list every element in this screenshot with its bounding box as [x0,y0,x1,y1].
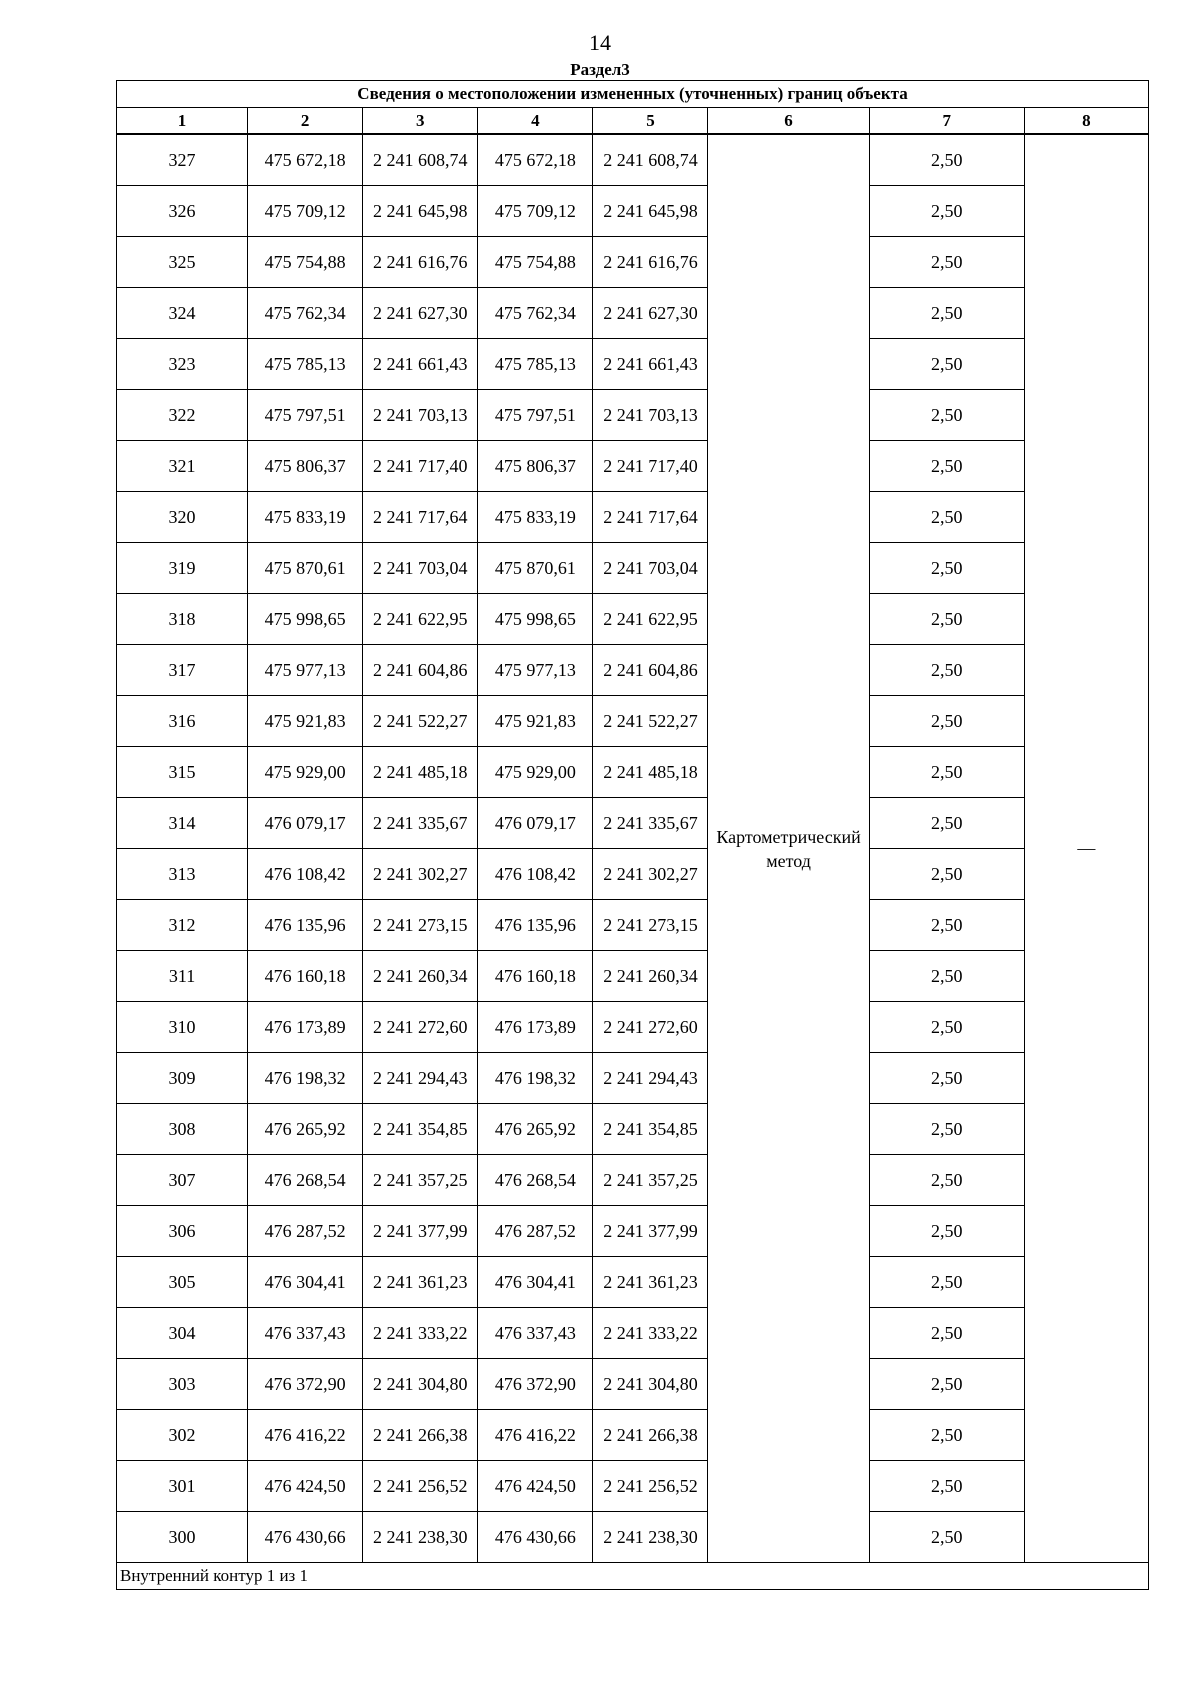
point-number-cell: 308 [117,1104,248,1155]
y-new-cell: 2 241 354,85 [593,1104,708,1155]
point-number-cell: 321 [117,441,248,492]
table-row [117,1410,1149,1461]
x-existing-cell: 475 709,12 [248,186,363,237]
x-existing-cell: 475 977,13 [248,645,363,696]
x-new-cell: 475 977,13 [478,645,593,696]
y-existing-cell: 2 241 302,27 [363,849,478,900]
accuracy-cell: 2,50 [869,645,1024,696]
y-new-cell: 2 241 335,67 [593,798,708,849]
x-new-cell: 476 304,41 [478,1257,593,1308]
table-body [117,81,1149,1590]
y-new-cell: 2 241 256,52 [593,1461,708,1512]
point-number-cell: 320 [117,492,248,543]
point-number-cell: 324 [117,288,248,339]
point-number-cell: 323 [117,339,248,390]
y-new-cell: 2 241 616,76 [593,237,708,288]
x-new-cell: 475 672,18 [478,134,593,186]
table-row [117,186,1149,237]
y-existing-cell: 2 241 335,67 [363,798,478,849]
column-header-5: 5 [593,108,708,135]
point-number-cell: 326 [117,186,248,237]
x-existing-cell: 476 416,22 [248,1410,363,1461]
y-existing-cell: 2 241 627,30 [363,288,478,339]
x-existing-cell: 476 198,32 [248,1053,363,1104]
x-new-cell: 475 785,13 [478,339,593,390]
accuracy-cell: 2,50 [869,1155,1024,1206]
table-row [117,543,1149,594]
x-existing-cell: 475 785,13 [248,339,363,390]
y-new-cell: 2 241 260,34 [593,951,708,1002]
table-row [117,747,1149,798]
accuracy-cell: 2,50 [869,1512,1024,1563]
y-new-cell: 2 241 622,95 [593,594,708,645]
y-new-cell: 2 241 608,74 [593,134,708,186]
y-new-cell: 2 241 661,43 [593,339,708,390]
point-number-cell: 319 [117,543,248,594]
x-new-cell: 475 921,83 [478,696,593,747]
column8-cell: — [1024,134,1148,1563]
point-number-cell: 311 [117,951,248,1002]
column-header-8: 8 [1024,108,1148,135]
table-row [117,594,1149,645]
x-existing-cell: 475 870,61 [248,543,363,594]
x-existing-cell: 476 108,42 [248,849,363,900]
point-number-cell: 325 [117,237,248,288]
x-new-cell: 476 160,18 [478,951,593,1002]
table-row [117,1104,1149,1155]
accuracy-cell: 2,50 [869,1002,1024,1053]
x-existing-cell: 475 806,37 [248,441,363,492]
y-new-cell: 2 241 627,30 [593,288,708,339]
table-row [117,798,1149,849]
point-number-cell: 306 [117,1206,248,1257]
accuracy-cell: 2,50 [869,186,1024,237]
x-new-cell: 476 430,66 [478,1512,593,1563]
x-new-cell: 476 108,42 [478,849,593,900]
x-existing-cell: 476 287,52 [248,1206,363,1257]
accuracy-cell: 2,50 [869,1257,1024,1308]
table-row [117,900,1149,951]
x-new-cell: 475 806,37 [478,441,593,492]
accuracy-cell: 2,50 [869,390,1024,441]
accuracy-cell: 2,50 [869,594,1024,645]
table-header-row [117,108,1149,135]
x-existing-cell: 475 754,88 [248,237,363,288]
x-new-cell: 476 337,43 [478,1308,593,1359]
table-row [117,645,1149,696]
y-existing-cell: 2 241 608,74 [363,134,478,186]
accuracy-cell: 2,50 [869,492,1024,543]
column-header-1: 1 [117,108,248,135]
x-existing-cell: 476 079,17 [248,798,363,849]
accuracy-cell: 2,50 [869,849,1024,900]
point-number-cell: 302 [117,1410,248,1461]
table-row [117,288,1149,339]
table-row [117,1359,1149,1410]
table-footer-row [117,1563,1149,1590]
y-existing-cell: 2 241 266,38 [363,1410,478,1461]
point-number-cell: 314 [117,798,248,849]
table-row [117,390,1149,441]
x-existing-cell: 476 173,89 [248,1002,363,1053]
y-existing-cell: 2 241 622,95 [363,594,478,645]
y-existing-cell: 2 241 361,23 [363,1257,478,1308]
y-existing-cell: 2 241 717,64 [363,492,478,543]
x-existing-cell: 476 304,41 [248,1257,363,1308]
y-new-cell: 2 241 717,64 [593,492,708,543]
y-existing-cell: 2 241 703,13 [363,390,478,441]
accuracy-cell: 2,50 [869,288,1024,339]
table-row [117,1155,1149,1206]
point-number-cell: 327 [117,134,248,186]
x-new-cell: 476 173,89 [478,1002,593,1053]
y-new-cell: 2 241 294,43 [593,1053,708,1104]
y-new-cell: 2 241 266,38 [593,1410,708,1461]
accuracy-cell: 2,50 [869,696,1024,747]
section-title: Раздел3 [570,60,630,79]
x-existing-cell: 475 929,00 [248,747,363,798]
accuracy-cell: 2,50 [869,1053,1024,1104]
x-existing-cell: 476 268,54 [248,1155,363,1206]
y-new-cell: 2 241 357,25 [593,1155,708,1206]
point-number-cell: 303 [117,1359,248,1410]
column-header-6: 6 [708,108,869,135]
table-row [117,1206,1149,1257]
x-existing-cell: 475 762,34 [248,288,363,339]
y-new-cell: 2 241 333,22 [593,1308,708,1359]
x-existing-cell: 476 372,90 [248,1359,363,1410]
column-header-3: 3 [363,108,478,135]
y-existing-cell: 2 241 238,30 [363,1512,478,1563]
x-new-cell: 476 372,90 [478,1359,593,1410]
point-number-cell: 305 [117,1257,248,1308]
y-existing-cell: 2 241 717,40 [363,441,478,492]
x-existing-cell: 475 797,51 [248,390,363,441]
accuracy-cell: 2,50 [869,1461,1024,1512]
x-new-cell: 475 754,88 [478,237,593,288]
y-new-cell: 2 241 485,18 [593,747,708,798]
x-new-cell: 475 833,19 [478,492,593,543]
contour-footer: Внутренний контур 1 из 1 [117,1563,1149,1590]
x-existing-cell: 476 160,18 [248,951,363,1002]
column-header-2: 2 [248,108,363,135]
y-existing-cell: 2 241 522,27 [363,696,478,747]
page-number: 14 [589,30,611,55]
table-title: Сведения о местоположении измененных (уточненных) границ объекта [117,81,1149,108]
table-title-row [117,81,1149,108]
table-row [117,1053,1149,1104]
table-row [117,1002,1149,1053]
table-row [117,1257,1149,1308]
y-existing-cell: 2 241 333,22 [363,1308,478,1359]
x-existing-cell: 476 430,66 [248,1512,363,1563]
y-new-cell: 2 241 645,98 [593,186,708,237]
point-number-cell: 304 [117,1308,248,1359]
y-new-cell: 2 241 361,23 [593,1257,708,1308]
x-new-cell: 475 709,12 [478,186,593,237]
point-number-cell: 307 [117,1155,248,1206]
x-existing-cell: 475 998,65 [248,594,363,645]
y-new-cell: 2 241 703,13 [593,390,708,441]
y-existing-cell: 2 241 485,18 [363,747,478,798]
x-new-cell: 475 870,61 [478,543,593,594]
accuracy-cell: 2,50 [869,1104,1024,1155]
x-new-cell: 476 079,17 [478,798,593,849]
table-row [117,849,1149,900]
y-new-cell: 2 241 272,60 [593,1002,708,1053]
x-existing-cell: 475 672,18 [248,134,363,186]
point-number-cell: 309 [117,1053,248,1104]
y-existing-cell: 2 241 616,76 [363,237,478,288]
x-new-cell: 475 929,00 [478,747,593,798]
table-row [117,237,1149,288]
y-existing-cell: 2 241 260,34 [363,951,478,1002]
y-new-cell: 2 241 377,99 [593,1206,708,1257]
y-existing-cell: 2 241 256,52 [363,1461,478,1512]
y-existing-cell: 2 241 354,85 [363,1104,478,1155]
table-row [117,951,1149,1002]
y-existing-cell: 2 241 604,86 [363,645,478,696]
y-existing-cell: 2 241 272,60 [363,1002,478,1053]
point-number-cell: 312 [117,900,248,951]
x-new-cell: 476 416,22 [478,1410,593,1461]
x-existing-cell: 475 921,83 [248,696,363,747]
x-existing-cell: 475 833,19 [248,492,363,543]
accuracy-cell: 2,50 [869,798,1024,849]
y-new-cell: 2 241 302,27 [593,849,708,900]
y-new-cell: 2 241 522,27 [593,696,708,747]
table-row [117,441,1149,492]
x-existing-cell: 476 424,50 [248,1461,363,1512]
x-new-cell: 475 998,65 [478,594,593,645]
point-number-cell: 322 [117,390,248,441]
y-existing-cell: 2 241 294,43 [363,1053,478,1104]
column-header-7: 7 [869,108,1024,135]
y-existing-cell: 2 241 357,25 [363,1155,478,1206]
y-new-cell: 2 241 717,40 [593,441,708,492]
table-row [117,1512,1149,1563]
x-existing-cell: 476 135,96 [248,900,363,951]
x-new-cell: 476 265,92 [478,1104,593,1155]
point-number-cell: 310 [117,1002,248,1053]
x-new-cell: 476 135,96 [478,900,593,951]
y-new-cell: 2 241 238,30 [593,1512,708,1563]
y-existing-cell: 2 241 661,43 [363,339,478,390]
table-row [117,339,1149,390]
accuracy-cell: 2,50 [869,543,1024,594]
table-row [117,1308,1149,1359]
table-row [117,1461,1149,1512]
accuracy-cell: 2,50 [869,441,1024,492]
y-new-cell: 2 241 304,80 [593,1359,708,1410]
y-new-cell: 2 241 703,04 [593,543,708,594]
x-existing-cell: 476 337,43 [248,1308,363,1359]
accuracy-cell: 2,50 [869,951,1024,1002]
accuracy-cell: 2,50 [869,1359,1024,1410]
table-row [117,134,1149,186]
column-header-4: 4 [478,108,593,135]
table-row [117,492,1149,543]
y-existing-cell: 2 241 377,99 [363,1206,478,1257]
accuracy-cell: 2,50 [869,747,1024,798]
y-existing-cell: 2 241 273,15 [363,900,478,951]
table-row [117,696,1149,747]
x-new-cell: 476 424,50 [478,1461,593,1512]
boundary-coordinates-table [116,80,1149,1590]
accuracy-cell: 2,50 [869,339,1024,390]
point-number-cell: 301 [117,1461,248,1512]
y-existing-cell: 2 241 703,04 [363,543,478,594]
accuracy-cell: 2,50 [869,1206,1024,1257]
point-number-cell: 313 [117,849,248,900]
accuracy-cell: 2,50 [869,1410,1024,1461]
point-number-cell: 315 [117,747,248,798]
y-new-cell: 2 241 273,15 [593,900,708,951]
y-new-cell: 2 241 604,86 [593,645,708,696]
accuracy-cell: 2,50 [869,134,1024,186]
y-existing-cell: 2 241 304,80 [363,1359,478,1410]
point-number-cell: 300 [117,1512,248,1563]
accuracy-cell: 2,50 [869,237,1024,288]
method-cell: Картометрический метод [708,134,869,1563]
x-new-cell: 475 797,51 [478,390,593,441]
x-new-cell: 476 287,52 [478,1206,593,1257]
x-new-cell: 475 762,34 [478,288,593,339]
y-existing-cell: 2 241 645,98 [363,186,478,237]
accuracy-cell: 2,50 [869,1308,1024,1359]
point-number-cell: 316 [117,696,248,747]
point-number-cell: 317 [117,645,248,696]
x-existing-cell: 476 265,92 [248,1104,363,1155]
x-new-cell: 476 268,54 [478,1155,593,1206]
x-new-cell: 476 198,32 [478,1053,593,1104]
accuracy-cell: 2,50 [869,900,1024,951]
point-number-cell: 318 [117,594,248,645]
